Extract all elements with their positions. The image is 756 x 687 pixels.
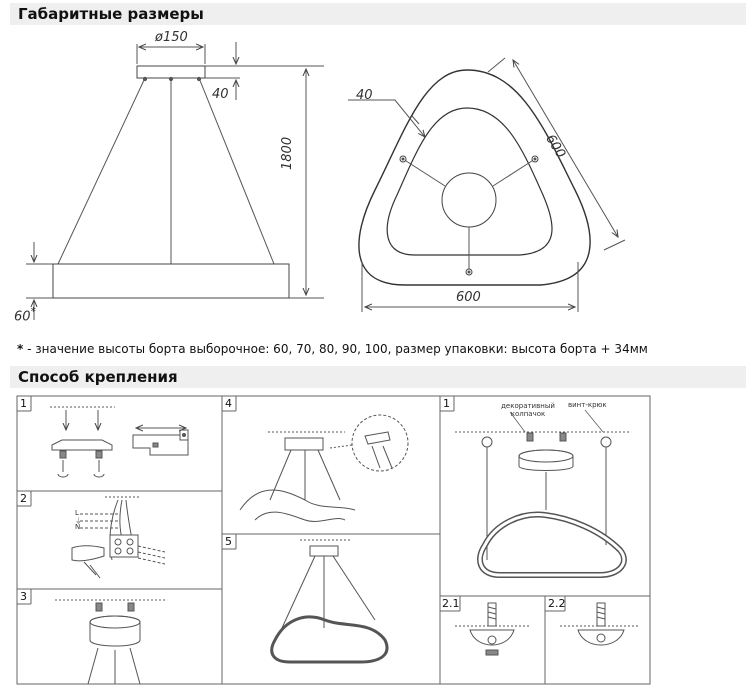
dim-canopy-height: 40 bbox=[212, 87, 229, 102]
section-mounting-title: Способ крепления bbox=[18, 368, 178, 386]
panel-1 bbox=[17, 396, 222, 491]
lamp-ring-side bbox=[53, 264, 289, 298]
dim-width-side: 600 bbox=[542, 132, 569, 162]
suspension-cable bbox=[199, 78, 274, 264]
canopy bbox=[137, 66, 205, 78]
panel-number-right-2-1: 2.1 bbox=[442, 597, 460, 610]
panel-number-5: 5 bbox=[225, 535, 232, 548]
size-note bbox=[17, 342, 648, 356]
label-screw-hook: винт-крюк bbox=[568, 401, 607, 409]
panel-number-1: 1 bbox=[20, 397, 27, 410]
panel-right-1-drawing bbox=[455, 410, 630, 575]
panel-number-3: 3 bbox=[20, 590, 27, 603]
dim-ring-height-mark: * bbox=[30, 305, 36, 318]
label-wire-l: L bbox=[75, 509, 79, 517]
dim-diameter: ø150 bbox=[155, 30, 188, 45]
lamp-ring-outer bbox=[359, 70, 590, 285]
front-view bbox=[26, 42, 324, 320]
panel-4 bbox=[222, 396, 440, 534]
suspension-cable bbox=[58, 78, 145, 264]
lamp-ring-inner bbox=[387, 108, 552, 255]
label-wire-n: N bbox=[75, 523, 81, 531]
label-decorative-cap: декоративный колпачок bbox=[501, 402, 555, 418]
panel-5-drawing bbox=[272, 540, 387, 662]
panel-2-drawing bbox=[72, 497, 165, 578]
top-view bbox=[348, 58, 625, 312]
panel-number-4: 4 bbox=[225, 397, 232, 410]
note-text: - значение высоты борта выборочное: 60, 70, 80, 90, 100, размер упаковки: высота борта + 34мм bbox=[23, 342, 648, 356]
canopy-top bbox=[442, 173, 496, 227]
panel-number-2: 2 bbox=[20, 492, 27, 505]
panel-number-right-2-2: 2.2 bbox=[548, 597, 566, 610]
panel-3-drawing bbox=[55, 600, 165, 684]
dim-ring-height bbox=[14, 305, 36, 324]
dim-width-bottom: 600 bbox=[456, 290, 481, 305]
panel-1-drawing bbox=[50, 407, 188, 477]
note-marker: * bbox=[17, 342, 24, 356]
dim-total-height: 1800 bbox=[280, 136, 295, 170]
section-dimensions-title: Габаритные размеры bbox=[18, 5, 204, 23]
label-wire-ground: ⏚ bbox=[75, 517, 82, 525]
panel-4-drawing bbox=[240, 415, 408, 521]
panel-right-2-2-drawing bbox=[560, 603, 640, 645]
dim-ring-height-value: 60 bbox=[14, 309, 31, 325]
panel-right-2-1-drawing bbox=[455, 603, 530, 655]
panel-number-right-1: 1 bbox=[443, 397, 450, 410]
dim-profile-width: 40 bbox=[356, 88, 373, 103]
